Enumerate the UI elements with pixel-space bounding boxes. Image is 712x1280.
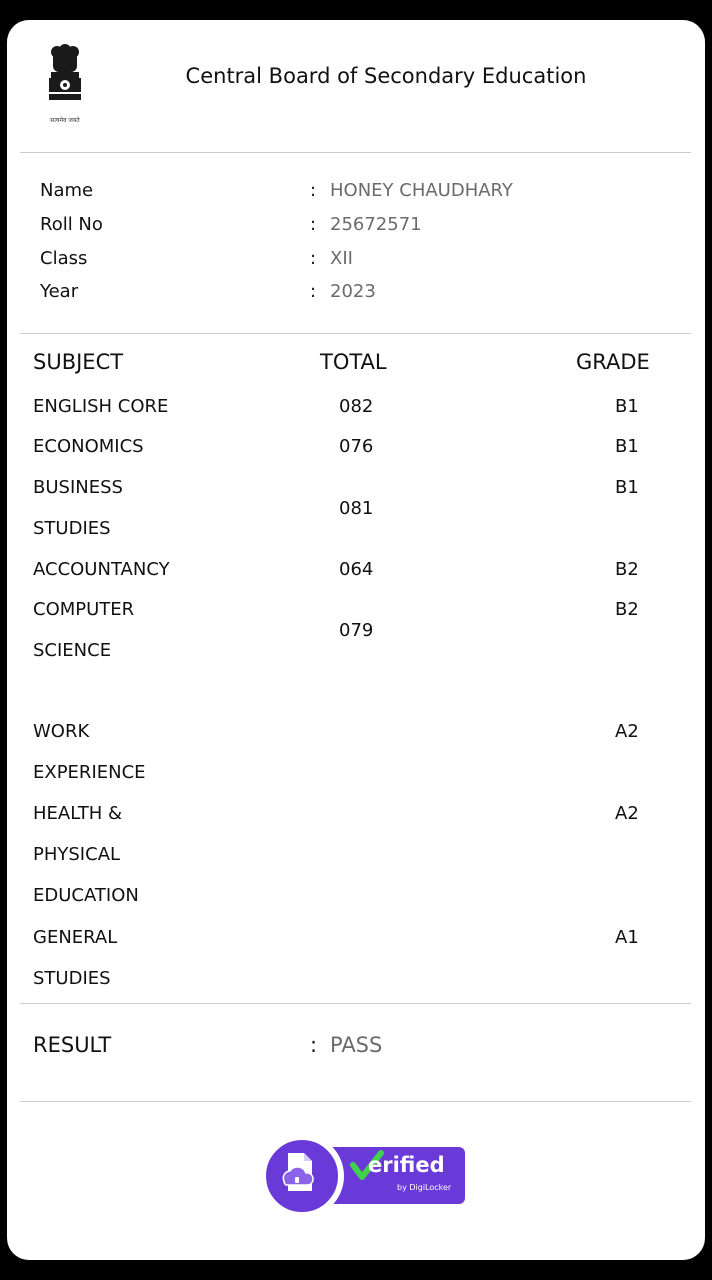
subject-grade: B1 [615, 436, 639, 457]
grade-header: GRADE [576, 350, 650, 374]
info-separator: : [310, 214, 317, 235]
divider [20, 1003, 691, 1004]
subject-grade: A1 [615, 927, 639, 948]
subject-name: PHYSICAL [33, 844, 121, 865]
total-header: TOTAL [320, 350, 387, 374]
info-row [40, 214, 680, 244]
subject-total: 076 [339, 436, 374, 457]
info-separator: : [310, 248, 317, 269]
subject-grade: B2 [615, 559, 639, 580]
subject-name: EDUCATION [33, 885, 139, 906]
subject-name: ACCOUNTANCY [33, 559, 170, 580]
divider [20, 1101, 691, 1102]
subject-name: ENGLISH CORE [33, 396, 169, 417]
info-value: HONEY CHAUDHARY [330, 180, 513, 201]
subject-grade: A2 [615, 721, 639, 742]
subject-header: SUBJECT [33, 350, 124, 374]
subject-name: ECONOMICS [33, 436, 144, 457]
marksheet-card [7, 20, 705, 1260]
result-value: PASS [330, 1033, 383, 1057]
subject-name: SCIENCE [33, 640, 112, 661]
info-label: Name [40, 180, 94, 201]
badge-verified-text: erified [368, 1153, 445, 1177]
subject-total: 079 [339, 619, 374, 641]
subject-name: COMPUTER [33, 599, 135, 620]
info-label: Roll No [40, 214, 103, 235]
subject-name: EXPERIENCE [33, 762, 146, 783]
info-row [40, 248, 680, 278]
subject-name: STUDIES [33, 518, 111, 539]
info-value: 2023 [330, 281, 376, 302]
info-separator: : [310, 180, 317, 201]
result-label: RESULT [33, 1033, 112, 1057]
subject-grade: B2 [615, 599, 639, 620]
subject-grade: B1 [615, 396, 639, 417]
divider [20, 152, 691, 153]
subject-grade: A2 [615, 803, 639, 824]
subject-total: 082 [339, 396, 374, 417]
result-separator: : [310, 1033, 318, 1057]
info-value: 25672571 [330, 214, 422, 235]
subject-name: STUDIES [33, 968, 111, 989]
badge-provider-text: by DigiLocker [397, 1183, 452, 1192]
info-label: Year [40, 281, 79, 302]
subject-total: 081 [339, 497, 374, 519]
board-title: Central Board of Secondary Education [185, 64, 587, 88]
emblem-motto: सत्यमेव जयते [50, 117, 80, 124]
subject-total: 064 [339, 559, 374, 580]
subject-name: HEALTH & [33, 803, 123, 824]
info-label: Class [40, 248, 88, 269]
digilocker-verified-badge [260, 1133, 466, 1219]
info-row [40, 281, 680, 311]
subject-grade: B1 [615, 477, 639, 498]
info-value: XII [330, 248, 353, 269]
info-separator: : [310, 281, 317, 302]
info-row [40, 180, 680, 210]
divider [20, 333, 691, 334]
cloud-document-icon [274, 1147, 324, 1197]
subject-name: WORK [33, 721, 90, 742]
subject-name: GENERAL [33, 927, 118, 948]
subject-name: BUSINESS [33, 477, 123, 498]
